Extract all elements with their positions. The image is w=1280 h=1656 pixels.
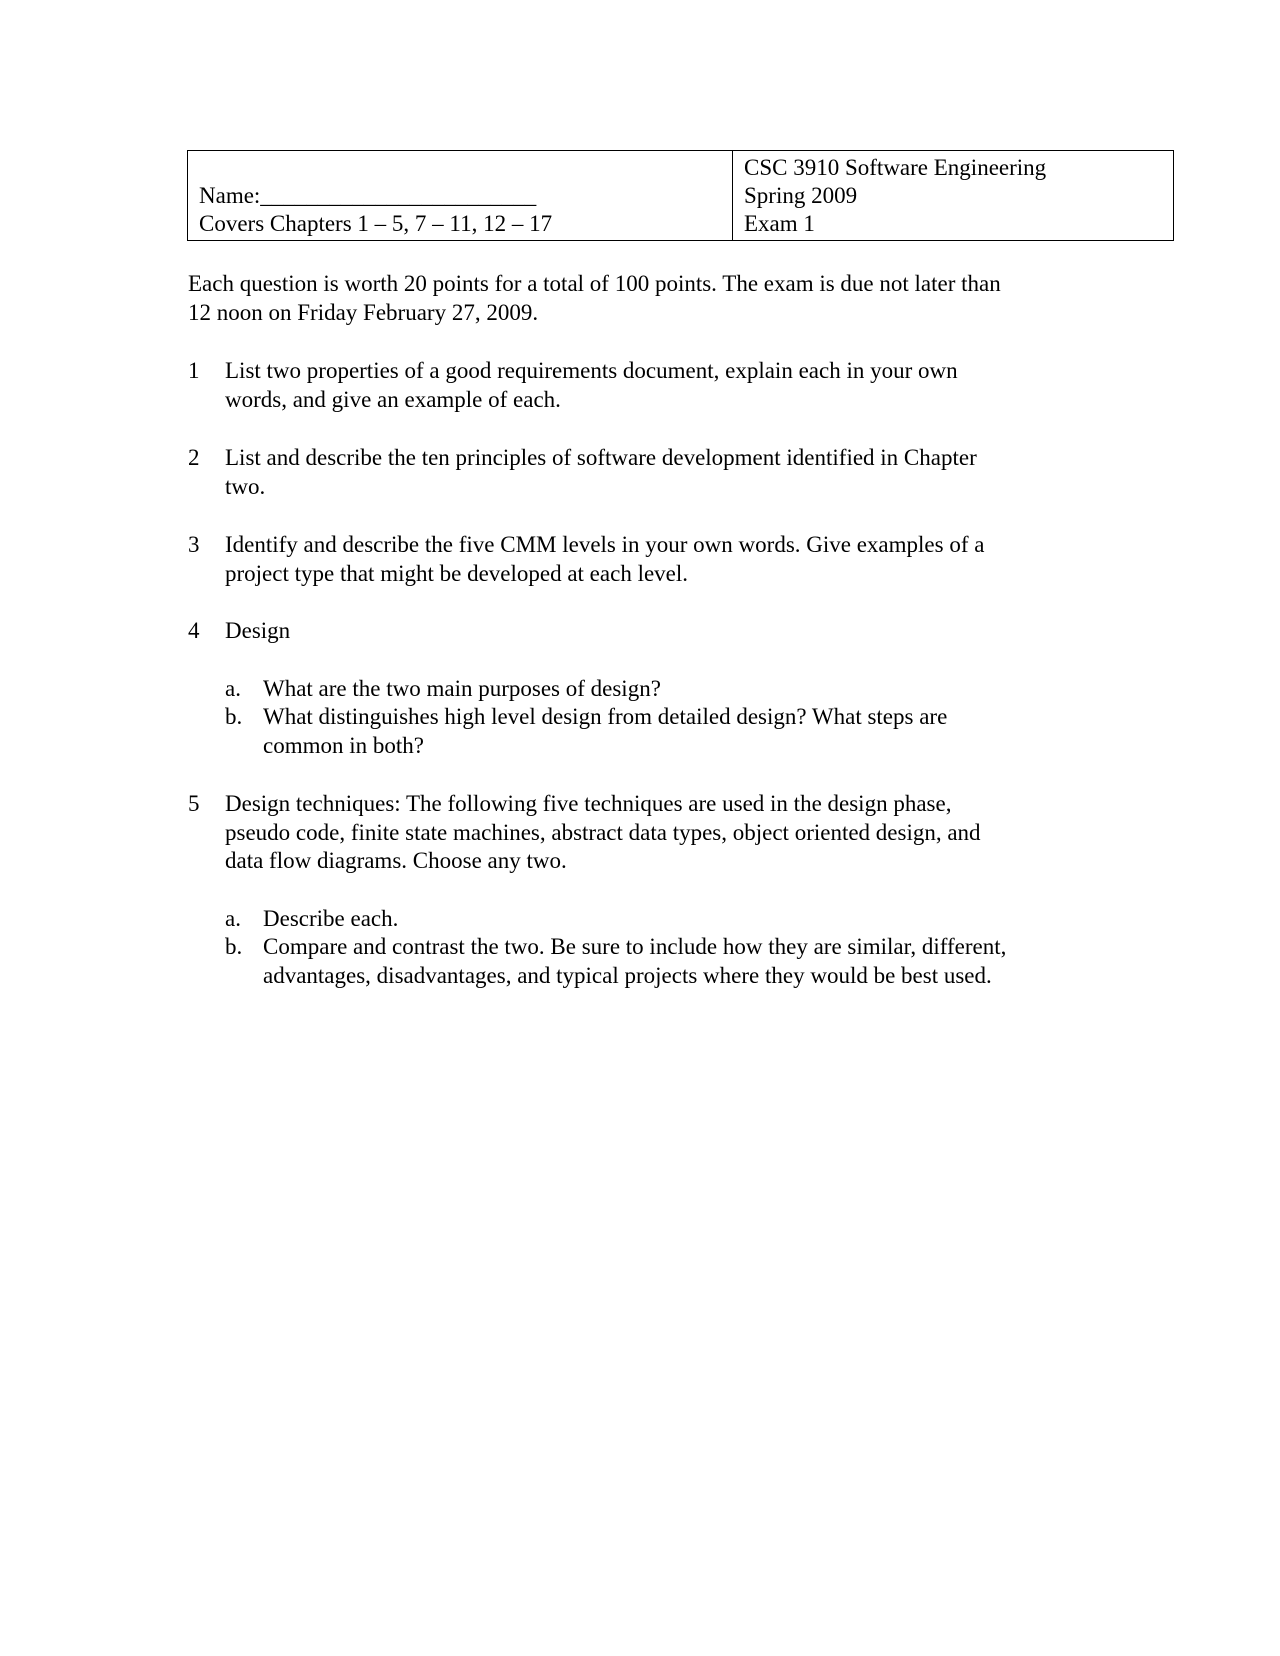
question-number: 3 [188, 532, 200, 557]
exam-title: Exam 1 [744, 211, 815, 236]
sub-question-text: advantages, disadvantages, and typical projects where they would be best used. [263, 963, 992, 988]
question-text: pseudo code, finite state machines, abstract data types, object oriented design, and [225, 820, 981, 845]
header-right-cell [733, 151, 1173, 240]
name-line: Name:________________________ [199, 183, 537, 208]
sub-question-letter: b. [225, 934, 243, 959]
course-title: CSC 3910 Software Engineering [744, 155, 1047, 180]
sub-question-text: What are the two main purposes of design? [263, 676, 661, 701]
covers-chapters: Covers Chapters 1 – 5, 7 – 11, 12 – 17 [199, 211, 553, 236]
question-text: Identify and describe the five CMM levels in your own words. Give examples of a [225, 532, 985, 557]
term: Spring 2009 [744, 183, 858, 208]
question-text: two. [225, 474, 266, 499]
header-table [187, 150, 1174, 241]
question-text: words, and give an example of each. [225, 387, 561, 412]
question-text: data flow diagrams. Choose any two. [225, 848, 567, 873]
sub-question-text: common in both? [263, 733, 424, 758]
sub-question-letter: b. [225, 704, 243, 729]
question-text: Design [225, 618, 291, 643]
header-left-cell [188, 151, 733, 240]
question-number: 5 [188, 791, 200, 816]
sub-question-letter: a. [225, 906, 241, 931]
question-text: List two properties of a good requirements document, explain each in your own [225, 358, 958, 383]
sub-question-text: Describe each. [263, 906, 399, 931]
question-text: project type that might be developed at each level. [225, 561, 689, 586]
question-text: List and describe the ten principles of software development identified in Chapter [225, 445, 977, 470]
sub-question-letter: a. [225, 676, 241, 701]
intro-line-1: Each question is worth 20 points for a total of 100 points. The exam is due not later than [188, 271, 1001, 296]
question-number: 4 [188, 618, 200, 643]
intro-line-2: 12 noon on Friday February 27, 2009. [188, 300, 539, 325]
question-number: 1 [188, 358, 200, 383]
question-text: Design techniques: The following five techniques are used in the design phase, [225, 791, 952, 816]
question-number: 2 [188, 445, 200, 470]
sub-question-text: What distinguishes high level design from detailed design? What steps are [263, 704, 948, 729]
sub-question-text: Compare and contrast the two. Be sure to include how they are similar, different, [263, 934, 1007, 959]
